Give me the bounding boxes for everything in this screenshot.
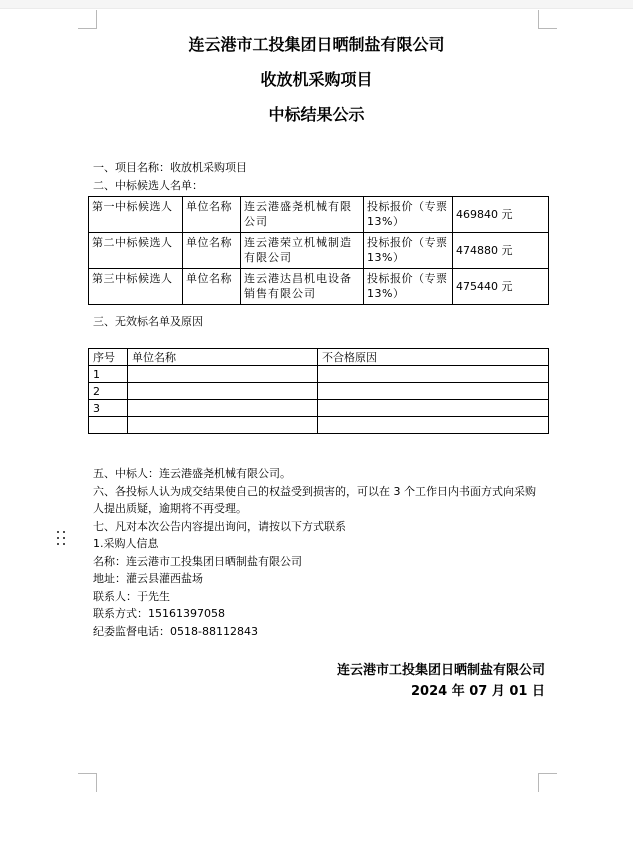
seq-cell xyxy=(89,417,128,434)
col-header-reason: 不合格原因 xyxy=(318,349,549,366)
body-line-objection-2: 人提出质疑，逾期将不再受理。 xyxy=(93,502,247,515)
crop-mark-top-right-icon xyxy=(538,10,557,29)
invalid-row-3 xyxy=(89,400,549,417)
page-top-gap xyxy=(0,0,633,9)
unit-label-cell: 单位名称 xyxy=(183,197,241,233)
company-cell: 连云港达昌机电设备销售有限公司 xyxy=(241,269,364,305)
rank-cell: 第三中标候选人 xyxy=(89,269,183,305)
unit-label-cell: 单位名称 xyxy=(183,269,241,305)
body-line-purchaser-info: 1.采购人信息 xyxy=(93,537,159,550)
unit-cell xyxy=(128,366,318,383)
reason-cell xyxy=(318,383,549,400)
doc-title-project: 收放机采购项目 xyxy=(260,70,373,89)
price-cell: 474880 元 xyxy=(453,233,549,269)
body-line-name: 名称：连云港市工投集团日晒制盐有限公司 xyxy=(93,554,302,568)
body-line-contact-phone: 联系方式：15161397058 xyxy=(93,607,225,620)
crop-mark-bottom-left-icon xyxy=(78,773,97,792)
price-label-cell: 投标报价（专票13%） xyxy=(364,197,453,233)
paragraph-anchor-dots-icon xyxy=(57,531,65,545)
candidate-row-1 xyxy=(89,197,549,233)
reason-cell xyxy=(318,400,549,417)
price-cell: 475440 元 xyxy=(453,269,549,305)
seq-cell: 3 xyxy=(89,400,128,417)
body-line-contact-person: 联系人：于先生 xyxy=(93,589,170,603)
price-label-cell: 投标报价（专票13%） xyxy=(364,233,453,269)
candidate-row-3 xyxy=(89,269,549,305)
doc-title-company: 连云港市工投集团日晒制盐有限公司 xyxy=(188,35,445,54)
body-line-winner: 五、中标人：连云港盛尧机械有限公司。 xyxy=(93,467,291,480)
body-paragraphs xyxy=(93,465,568,640)
body-line-address: 地址：灌云县灌西盐场 xyxy=(93,572,203,585)
seq-cell: 1 xyxy=(89,366,128,383)
invalid-table-header-row xyxy=(89,349,549,366)
invalid-bids-table xyxy=(88,348,549,434)
unit-cell xyxy=(128,383,318,400)
unit-cell xyxy=(128,400,318,417)
candidates-table xyxy=(88,196,549,305)
seq-cell: 2 xyxy=(89,383,128,400)
rank-cell: 第二中标候选人 xyxy=(89,233,183,269)
invalid-row-4 xyxy=(89,417,549,434)
col-header-unit: 单位名称 xyxy=(128,349,318,366)
body-line-contact-intro: 七、凡对本次公告内容提出询问，请按以下方式联系 xyxy=(93,519,346,533)
para-project-name: 一、项目名称：收放机采购项目 xyxy=(93,161,247,174)
invalid-row-2 xyxy=(89,383,549,400)
crop-mark-top-left-icon xyxy=(78,10,97,29)
doc-title-announcement: 中标结果公示 xyxy=(268,105,365,124)
rank-cell: 第一中标候选人 xyxy=(89,197,183,233)
reason-cell xyxy=(318,417,549,434)
section-invalid-bids-heading: 三、无效标名单及原因 xyxy=(93,315,203,328)
signature-block xyxy=(337,661,545,702)
reason-cell xyxy=(318,366,549,383)
body-line-supervision-phone: 纪委监督电话：0518-88112843 xyxy=(93,624,258,638)
invalid-row-1 xyxy=(89,366,549,383)
intro-paragraph xyxy=(93,159,563,194)
col-header-seq: 序号 xyxy=(89,349,128,366)
price-label-cell: 投标报价（专票13%） xyxy=(364,269,453,305)
body-line-objection-1: 六、各投标人认为成交结果使自己的权益受到损害的，可以在 3 个工作日内书面方式向采购 xyxy=(93,484,536,498)
para-candidate-list-heading: 二、中标候选人名单： xyxy=(93,178,203,192)
candidate-row-2 xyxy=(89,233,549,269)
crop-mark-bottom-right-icon xyxy=(538,773,557,792)
company-cell: 连云港荣立机械制造有限公司 xyxy=(241,233,364,269)
signature-date: 2024 年 07 月 01 日 xyxy=(411,683,545,699)
signature-company: 连云港市工投集团日晒制盐有限公司 xyxy=(336,663,545,678)
unit-label-cell: 单位名称 xyxy=(183,233,241,269)
unit-cell xyxy=(128,417,318,434)
company-cell: 连云港盛尧机械有限公司 xyxy=(241,197,364,233)
price-cell: 469840 元 xyxy=(453,197,549,233)
